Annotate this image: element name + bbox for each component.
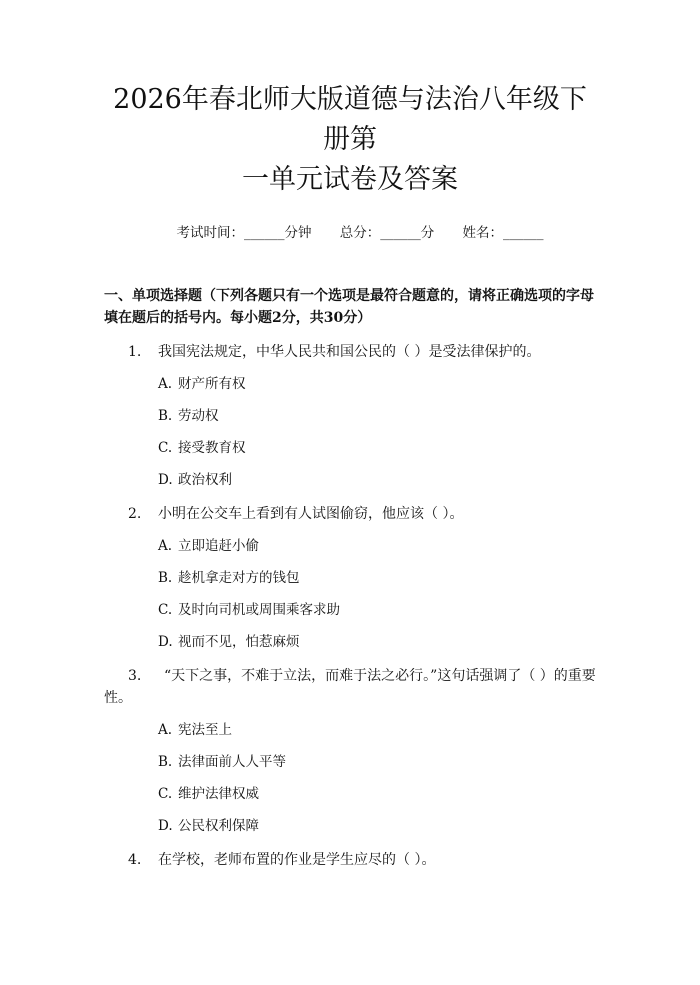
- question-text: 在学校，老师布置的作业是学生应尽的（ ）。: [158, 852, 436, 868]
- option-text: 立即追赶小偷: [178, 538, 259, 554]
- title-line-1: 2026年春北师大版道德与法治八年级下册第: [113, 84, 587, 155]
- option-2b: [104, 567, 596, 589]
- question-1: [104, 341, 596, 363]
- option-2d: [104, 631, 596, 653]
- question-number: 2.: [128, 506, 142, 522]
- option-letter: B.: [158, 754, 173, 770]
- option-letter: A.: [158, 538, 173, 554]
- exam-meta: [104, 223, 596, 243]
- question-2: [104, 503, 596, 525]
- option-letter: A.: [158, 376, 173, 392]
- option-2a: [104, 535, 596, 557]
- question-text: 我国宪法规定，中华人民共和国公民的（ ）是受法律保护的。: [158, 344, 541, 360]
- option-letter: C.: [158, 602, 173, 618]
- option-letter: D.: [158, 472, 173, 488]
- student-name-field: 姓名：______: [462, 225, 544, 241]
- title-line-2: 一单元试卷及答案: [242, 164, 458, 195]
- option-text: 公民权利保障: [178, 818, 259, 834]
- option-3d: [104, 815, 596, 837]
- option-letter: C.: [158, 440, 173, 456]
- page-title: [104, 80, 596, 200]
- option-text: 政治权利: [178, 472, 232, 488]
- option-text: 接受教育权: [178, 440, 246, 456]
- option-2c: [104, 599, 596, 621]
- question-3: [104, 665, 596, 709]
- exam-time-field: 考试时间：______分钟: [176, 225, 312, 241]
- question-text: 小明在公交车上看到有人试图偷窃，他应该（ ）。: [158, 506, 464, 522]
- option-letter: D.: [158, 818, 173, 834]
- option-text: 趁机拿走对方的钱包: [178, 570, 300, 586]
- option-letter: D.: [158, 634, 173, 650]
- option-3a: [104, 719, 596, 741]
- option-3b: [104, 751, 596, 773]
- question-number: 4.: [128, 852, 142, 868]
- option-1d: [104, 469, 596, 491]
- option-text: 劳动权: [178, 408, 219, 424]
- question-number: 1.: [128, 344, 142, 360]
- exam-page: [0, 80, 700, 985]
- option-text: 维护法律权威: [178, 786, 259, 802]
- total-score-field: 总分：______分: [339, 225, 435, 241]
- option-text: 宪法至上: [178, 722, 232, 738]
- question-4: [104, 849, 596, 871]
- option-3c: [104, 783, 596, 805]
- option-text: 法律面前人人平等: [178, 754, 286, 770]
- option-1a: [104, 373, 596, 395]
- option-1c: [104, 437, 596, 459]
- question-number: 3.: [128, 668, 142, 684]
- option-text: 视而不见，怕惹麻烦: [178, 634, 300, 650]
- option-letter: B.: [158, 570, 173, 586]
- option-letter: A.: [158, 722, 173, 738]
- option-text: 及时向司机或周围乘客求助: [178, 602, 340, 618]
- question-text: “天下之事，不难于立法，而难于法之必行。”这句话强调了（ ）的重要性。: [104, 668, 596, 706]
- option-letter: B.: [158, 408, 173, 424]
- option-letter: C.: [158, 786, 173, 802]
- option-text: 财产所有权: [178, 376, 246, 392]
- option-1b: [104, 405, 596, 427]
- section-heading: 一、单项选择题（下列各题只有一个选项是最符合题意的，请将正确选项的字母填在题后的括号内。每小题2分，共30分）: [104, 288, 594, 326]
